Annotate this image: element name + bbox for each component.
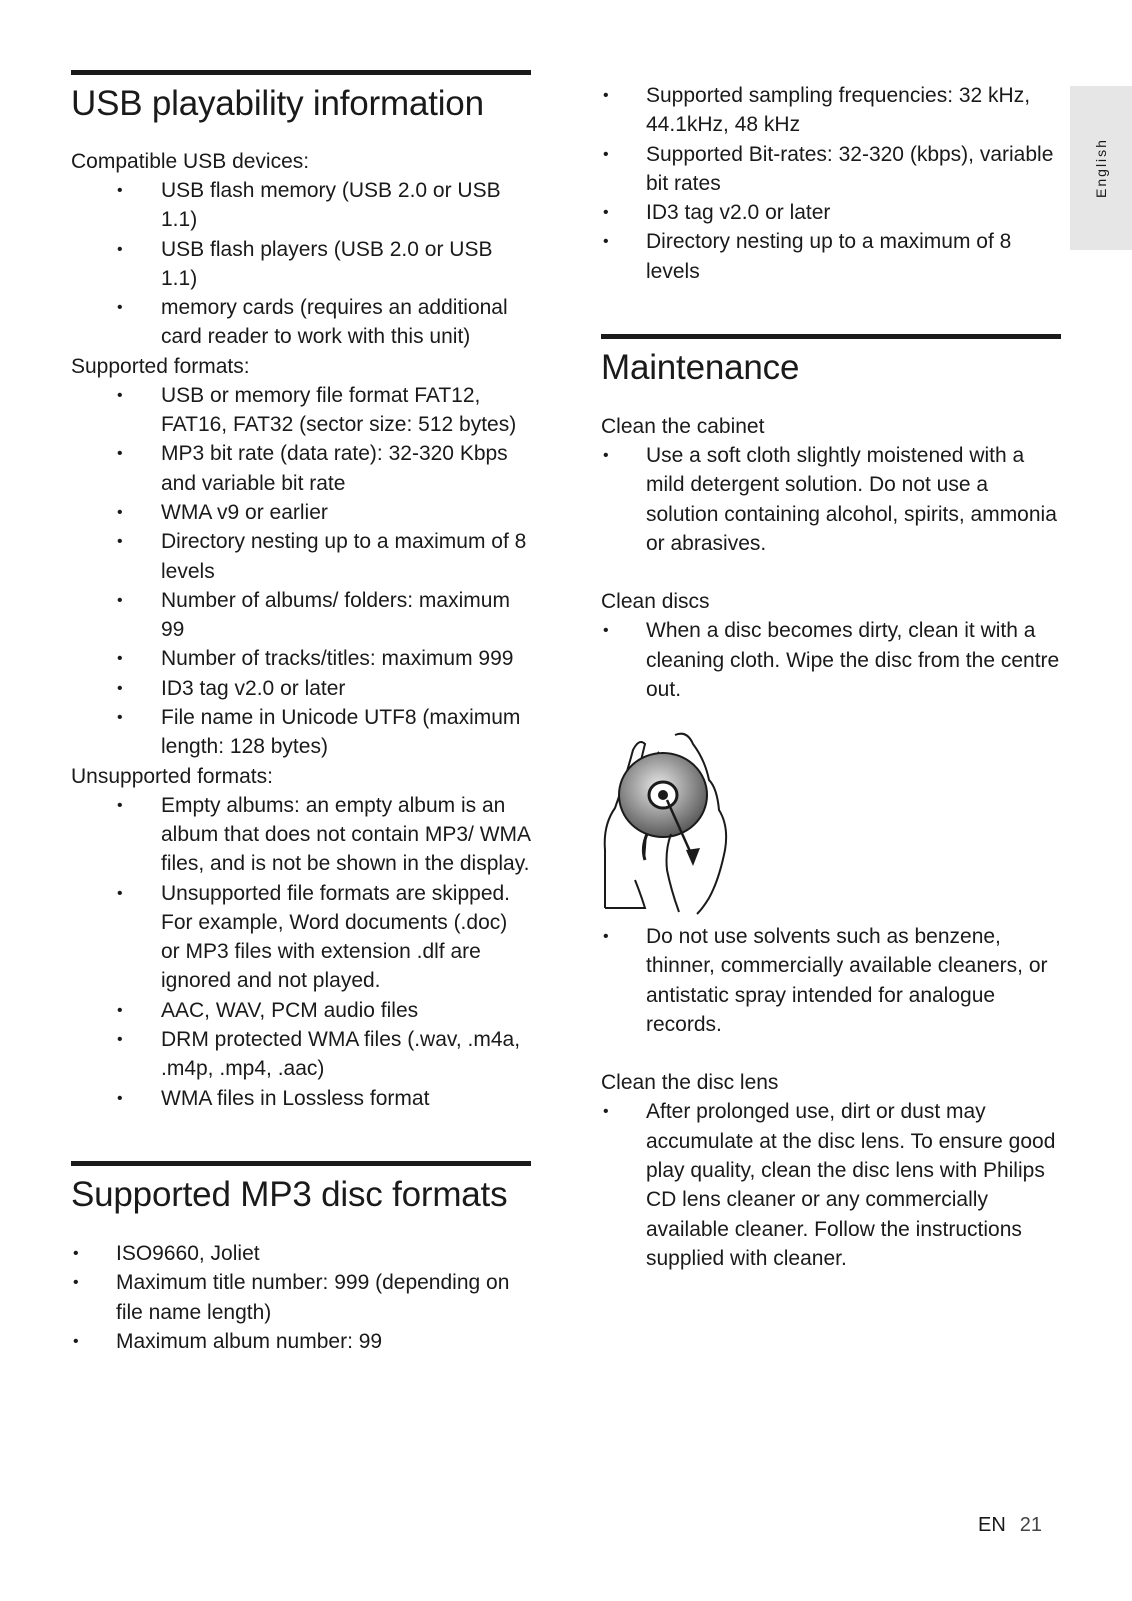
compatible-devices-list [71, 176, 531, 352]
list-item: • DRM protected WMA files (.wav, .m4a, .m4p, .mp4, .aac) [117, 1028, 521, 1081]
maintenance-title: Maintenance [601, 348, 800, 388]
left-column [71, 0, 531, 1356]
list-item: • Do not use solvents such as benzene, thinner, commercially available cleaners, or antistatic spray intended for analogue records. [603, 925, 1048, 1037]
list-item: • Empty albums: an empty album is an album that does not contain MP3/ WMA files, and is not be shown in the display. [117, 793, 530, 876]
list-item: • USB flash memory (USB 2.0 or USB 1.1) [117, 179, 501, 232]
compatible-devices-label: Compatible USB devices: [71, 150, 310, 173]
list-item: • ID3 tag v2.0 or later [603, 201, 831, 225]
list-item: • Maximum album number: 99 [73, 1329, 383, 1353]
page-footer [978, 1514, 1042, 1537]
list-item: • Supported Bit-rates: 32-320 (kbps), variable bit rates [603, 142, 1054, 195]
unsupported-formats-list [71, 791, 531, 1113]
clean-lens-list [601, 1097, 1061, 1273]
clean-discs-label: Clean discs [601, 590, 710, 614]
page-number: 21 [1019, 1514, 1043, 1536]
mp3-section-title: Supported MP3 disc formats [71, 1174, 508, 1214]
list-item: • USB flash players (USB 2.0 or USB 1.1) [117, 237, 493, 290]
list-item: • WMA v9 or earlier [117, 500, 328, 524]
usb-section-title: USB playability information [71, 84, 484, 123]
supported-formats-label: Supported formats: [71, 354, 250, 378]
list-item: • When a disc becomes dirty, clean it with a cleaning cloth. Wipe the disc from the centre out. [603, 619, 1060, 701]
unsupported-formats-label: Unsupported formats: [71, 764, 273, 788]
playback-specs-list [601, 81, 1061, 286]
clean-discs-list [601, 616, 1061, 704]
language-tab-label: English [1093, 138, 1109, 198]
list-item: • ISO9660, Joliet [73, 1241, 260, 1265]
list-item: • USB or memory file format FAT12, FAT16, FAT32 (sector size: 512 bytes) [117, 383, 517, 437]
clean-lens-label: Clean the disc lens [601, 1071, 779, 1095]
clean-cabinet-list [601, 441, 1061, 558]
list-item: • ID3 tag v2.0 or later [117, 676, 346, 700]
list-item: • Number of tracks/titles: maximum 999 [117, 647, 514, 671]
list-item: • Supported sampling frequencies: 32 kHz, 44.1kHz, 48 kHz [603, 84, 1031, 137]
list-item: • Number of albums/ folders: maximum 99 [117, 588, 510, 642]
supported-formats-list [71, 381, 531, 762]
list-item: • After prolonged use, dirt or dust may accumulate at the disc lens. To ensure good play quality, clean the disc lens with Philips CD lens cleaner or any commercially available cleaner. Follow the instructions supplied with cleaner. [603, 1100, 1056, 1270]
solvents-list [601, 922, 1061, 1039]
list-item: • Directory nesting up to a maximum of 8 levels [603, 230, 1012, 283]
disc-cleaning-illustration [601, 730, 741, 915]
list-item: • Directory nesting up to a maximum of 8 levels [117, 530, 527, 583]
list-item: • MP3 bit rate (data rate): 32-320 Kbps and variable bit rate [117, 442, 508, 495]
list-item: • memory cards (requires an additional card reader to work with this unit) [117, 296, 508, 349]
mp3-formats-list [71, 1239, 531, 1356]
list-item: • File name in Unicode UTF8 (maximum length: 128 bytes) [117, 706, 521, 759]
language-tab [1070, 86, 1132, 250]
list-item: • WMA files in Lossless format [117, 1086, 430, 1110]
clean-cabinet-label: Clean the cabinet [601, 415, 765, 439]
list-item: • Use a soft cloth slightly moistened with a mild detergent solution. Do not use a solution containing alcohol, spirits, ammonia or abrasives. [603, 444, 1057, 555]
list-item: • Unsupported file formats are skipped. For example, Word documents (.doc) or MP3 files with extension .dlf are ignored and not played. [117, 881, 511, 993]
right-column [601, 0, 1061, 1273]
footer-lang: EN [978, 1514, 1006, 1536]
list-item: • Maximum title number: 999 (depending on file name length) [73, 1271, 510, 1324]
list-item: • AAC, WAV, PCM audio files [117, 998, 419, 1022]
